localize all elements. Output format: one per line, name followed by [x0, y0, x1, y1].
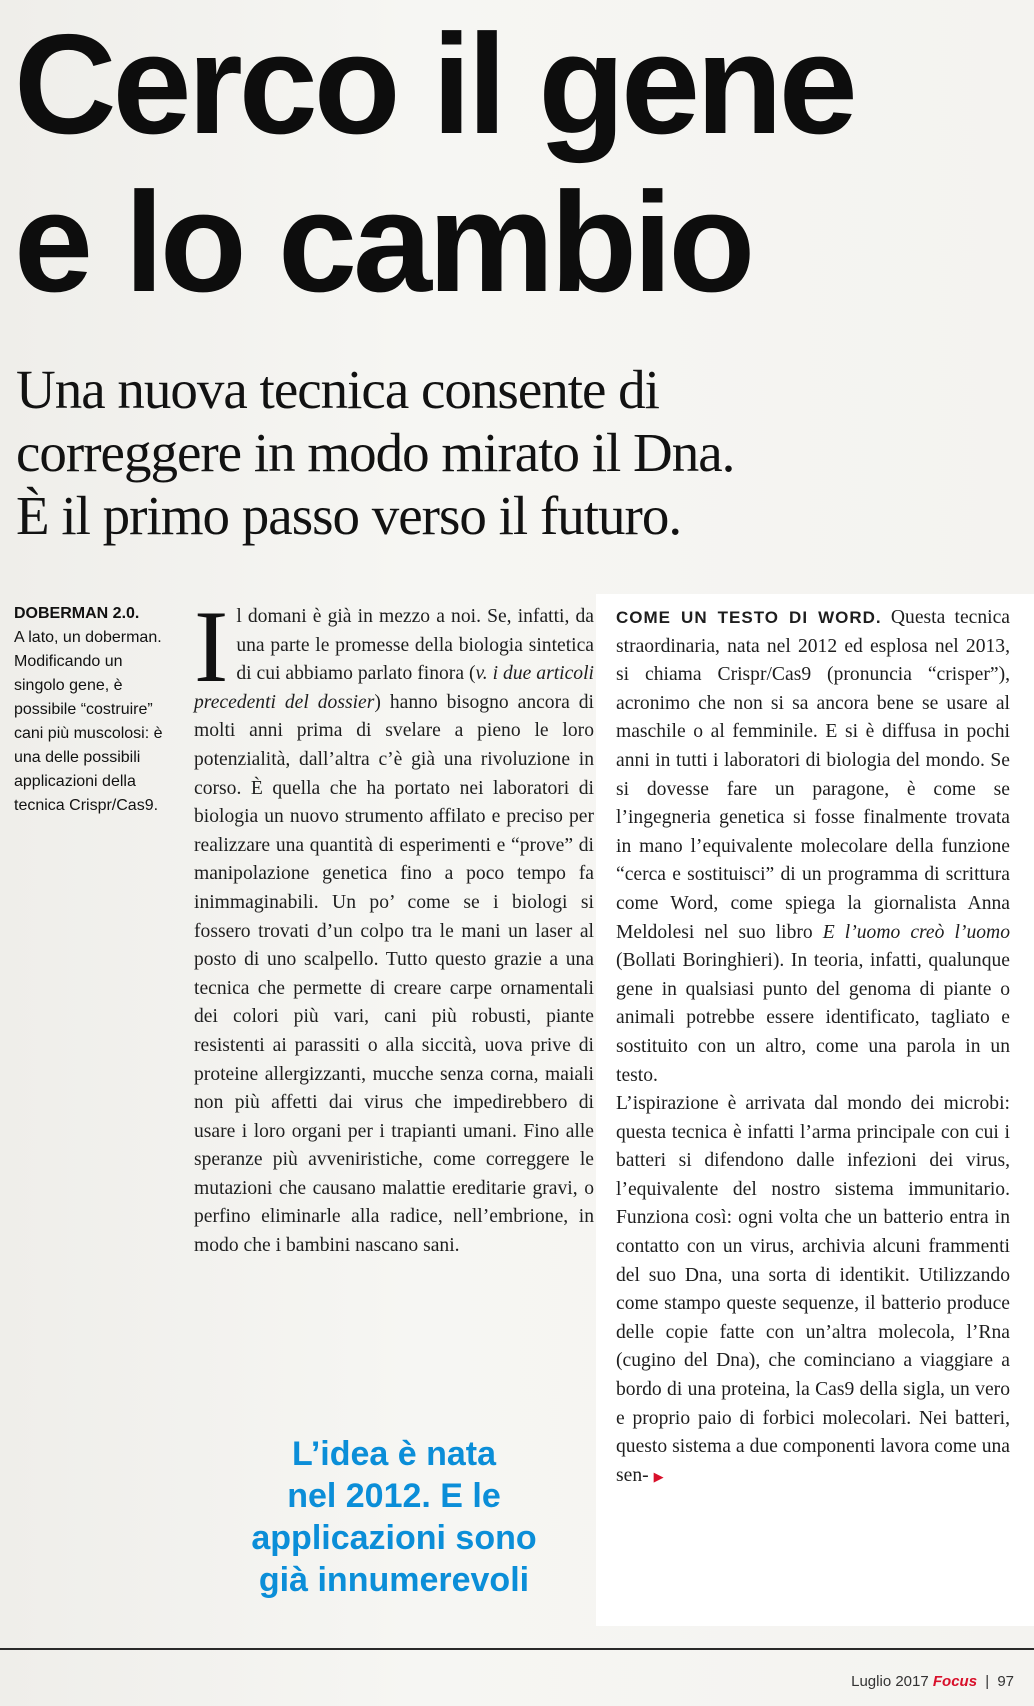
subheadline-line-1: Una nuova tecnica consente di [16, 359, 659, 420]
subheadline-line-2: correggere in modo mirato il Dna. [16, 422, 735, 483]
word-paragraph [616, 604, 1010, 1090]
caption-heading: DOBERMAN 2.0. [14, 605, 140, 622]
book-title: E l’uomo creò l’uomo [822, 921, 1010, 943]
footer-separator: | [985, 1673, 990, 1690]
pull-quote-line-4: già innumerevoli [258, 1561, 530, 1599]
inspiration-paragraph [616, 1090, 1010, 1491]
headline-line-1: Cerco il gene [14, 5, 854, 164]
pull-quote-line-2: nel 2012. E le [287, 1477, 501, 1515]
section-runin-heading: COME UN TESTO DI WORD. [616, 608, 882, 627]
intro-text-part-1: l domani è già in mezzo a noi. Se, infatti, da una parte le promesse della biologia sintetica di cui abbiamo parlato finora ( [236, 606, 594, 685]
page-number: 97 [997, 1673, 1014, 1690]
photo-caption [14, 602, 172, 818]
magazine-name: Focus [932, 1673, 978, 1690]
headline-line-2: e lo cambio [14, 163, 752, 322]
pull-quote [208, 1433, 580, 1601]
article-column-right [616, 604, 1010, 1491]
pull-quote-line-3: applicazioni sono [251, 1519, 537, 1557]
drop-cap: I [194, 590, 229, 704]
caption-text: A lato, un doberman. Modificando un singolo gene, è possibile “costruire” cani più muscolosi: è una delle possibili applicazioni della tecnica Crispr/Cas9. [14, 629, 163, 814]
word-text-part-1: Questa tecnica straordinaria, nata nel 2012 ed esplosa nel 2013, si chiama Crispr/Cas9 (pronuncia “crisper”), acronimo che non si sa ancora bene se usare al maschile o al femminile. E si è diffusa in pochi anni in tutti i laboratori di biologia del mondo. Se si dovesse fare un paragone, è come se l’ingegneria genetica si fosse finalmente trovata in mano l’equivalente molecolare della funzione “cerca e sostituisci” di un programma di scrittura come Word, come spiega la giornalista Anna Meldolesi nel suo libro [616, 607, 1010, 943]
intro-text-part-2: ) hanno bisogno ancora di molti anni prima di svelare a pieno le loro potenzialità, dall’altra c’è già una rivoluzione in corso. È quella che ha portato nei laboratori di biologia un nuovo strumento affilato e preciso per realizzare una quantità di esperimenti e “prove” di manipolazione genetica fino a poco tempo fa inimmaginabili. Un po’ come se i biologi si fossero trovati d’un colpo tra le mani un laser al posto di uno scalpello. Tutto questo grazie a una tecnica che permette di creare carpe ornamentali dei colori più vari, cani più robusti, piante resistenti ai parassiti o alla siccità, uova prive di proteine allergizzanti, mucche senza corna, maiali non più affetti dai virus che impedirebbero di usare i loro organi per i trapianti umani. Fino alle speranze più avveniristiche, come correggere le mutazioni che causano malattie ereditarie gravi, o perfino eliminarle alla radice, nell’embrione, in modo che i bambini nascano sani. [194, 691, 594, 1257]
intro-paragraph [194, 590, 594, 1261]
word-text-part-2: (Bollati Boringhieri). In teoria, infatti, qualunque gene in qualsiasi punto del genoma di piante o animali potrebbe essere identificato, tagliato e sostituito con un altro, come una parola in un testo. [616, 950, 1010, 1086]
article-column-middle [194, 590, 594, 1261]
pull-quote-line-1: L’idea è nata [291, 1435, 497, 1473]
inspiration-text: L’ispirazione è arrivata dal mondo dei microbi: questa tecnica è infatti l’arma principale con cui i batteri si difendono dalle infezioni dei virus, l’equivalente del nostro sistema immunitario. Funziona così: ogni volta che un batterio entra in contatto con un virus, archivia alcuni frammenti del suo Dna, una sorta di identikit. Utilizzando come stampo queste sequenze, il batterio produce delle copie fatte con un’altra molecola, l’Rna (cugino del Dna), che cominciano a viaggiare a bordo di una proteina, la Cas9 della sigla, un vero e proprio paio di forbici molecolari. Nei batteri, questo sistema a due componenti lavora come una sen- [616, 1093, 1010, 1486]
issue-date: Luglio 2017 [851, 1673, 929, 1690]
subheadline-line-3: È il primo passo verso il futuro. [16, 485, 682, 546]
footer-rule [0, 1648, 1034, 1650]
cross-reference: v. i due articoli precedenti del dossier [194, 663, 594, 713]
headline [14, 6, 854, 322]
page-footer [851, 1673, 1014, 1690]
subheadline [16, 358, 896, 547]
continue-arrow-icon: ▶ [653, 1468, 664, 1484]
